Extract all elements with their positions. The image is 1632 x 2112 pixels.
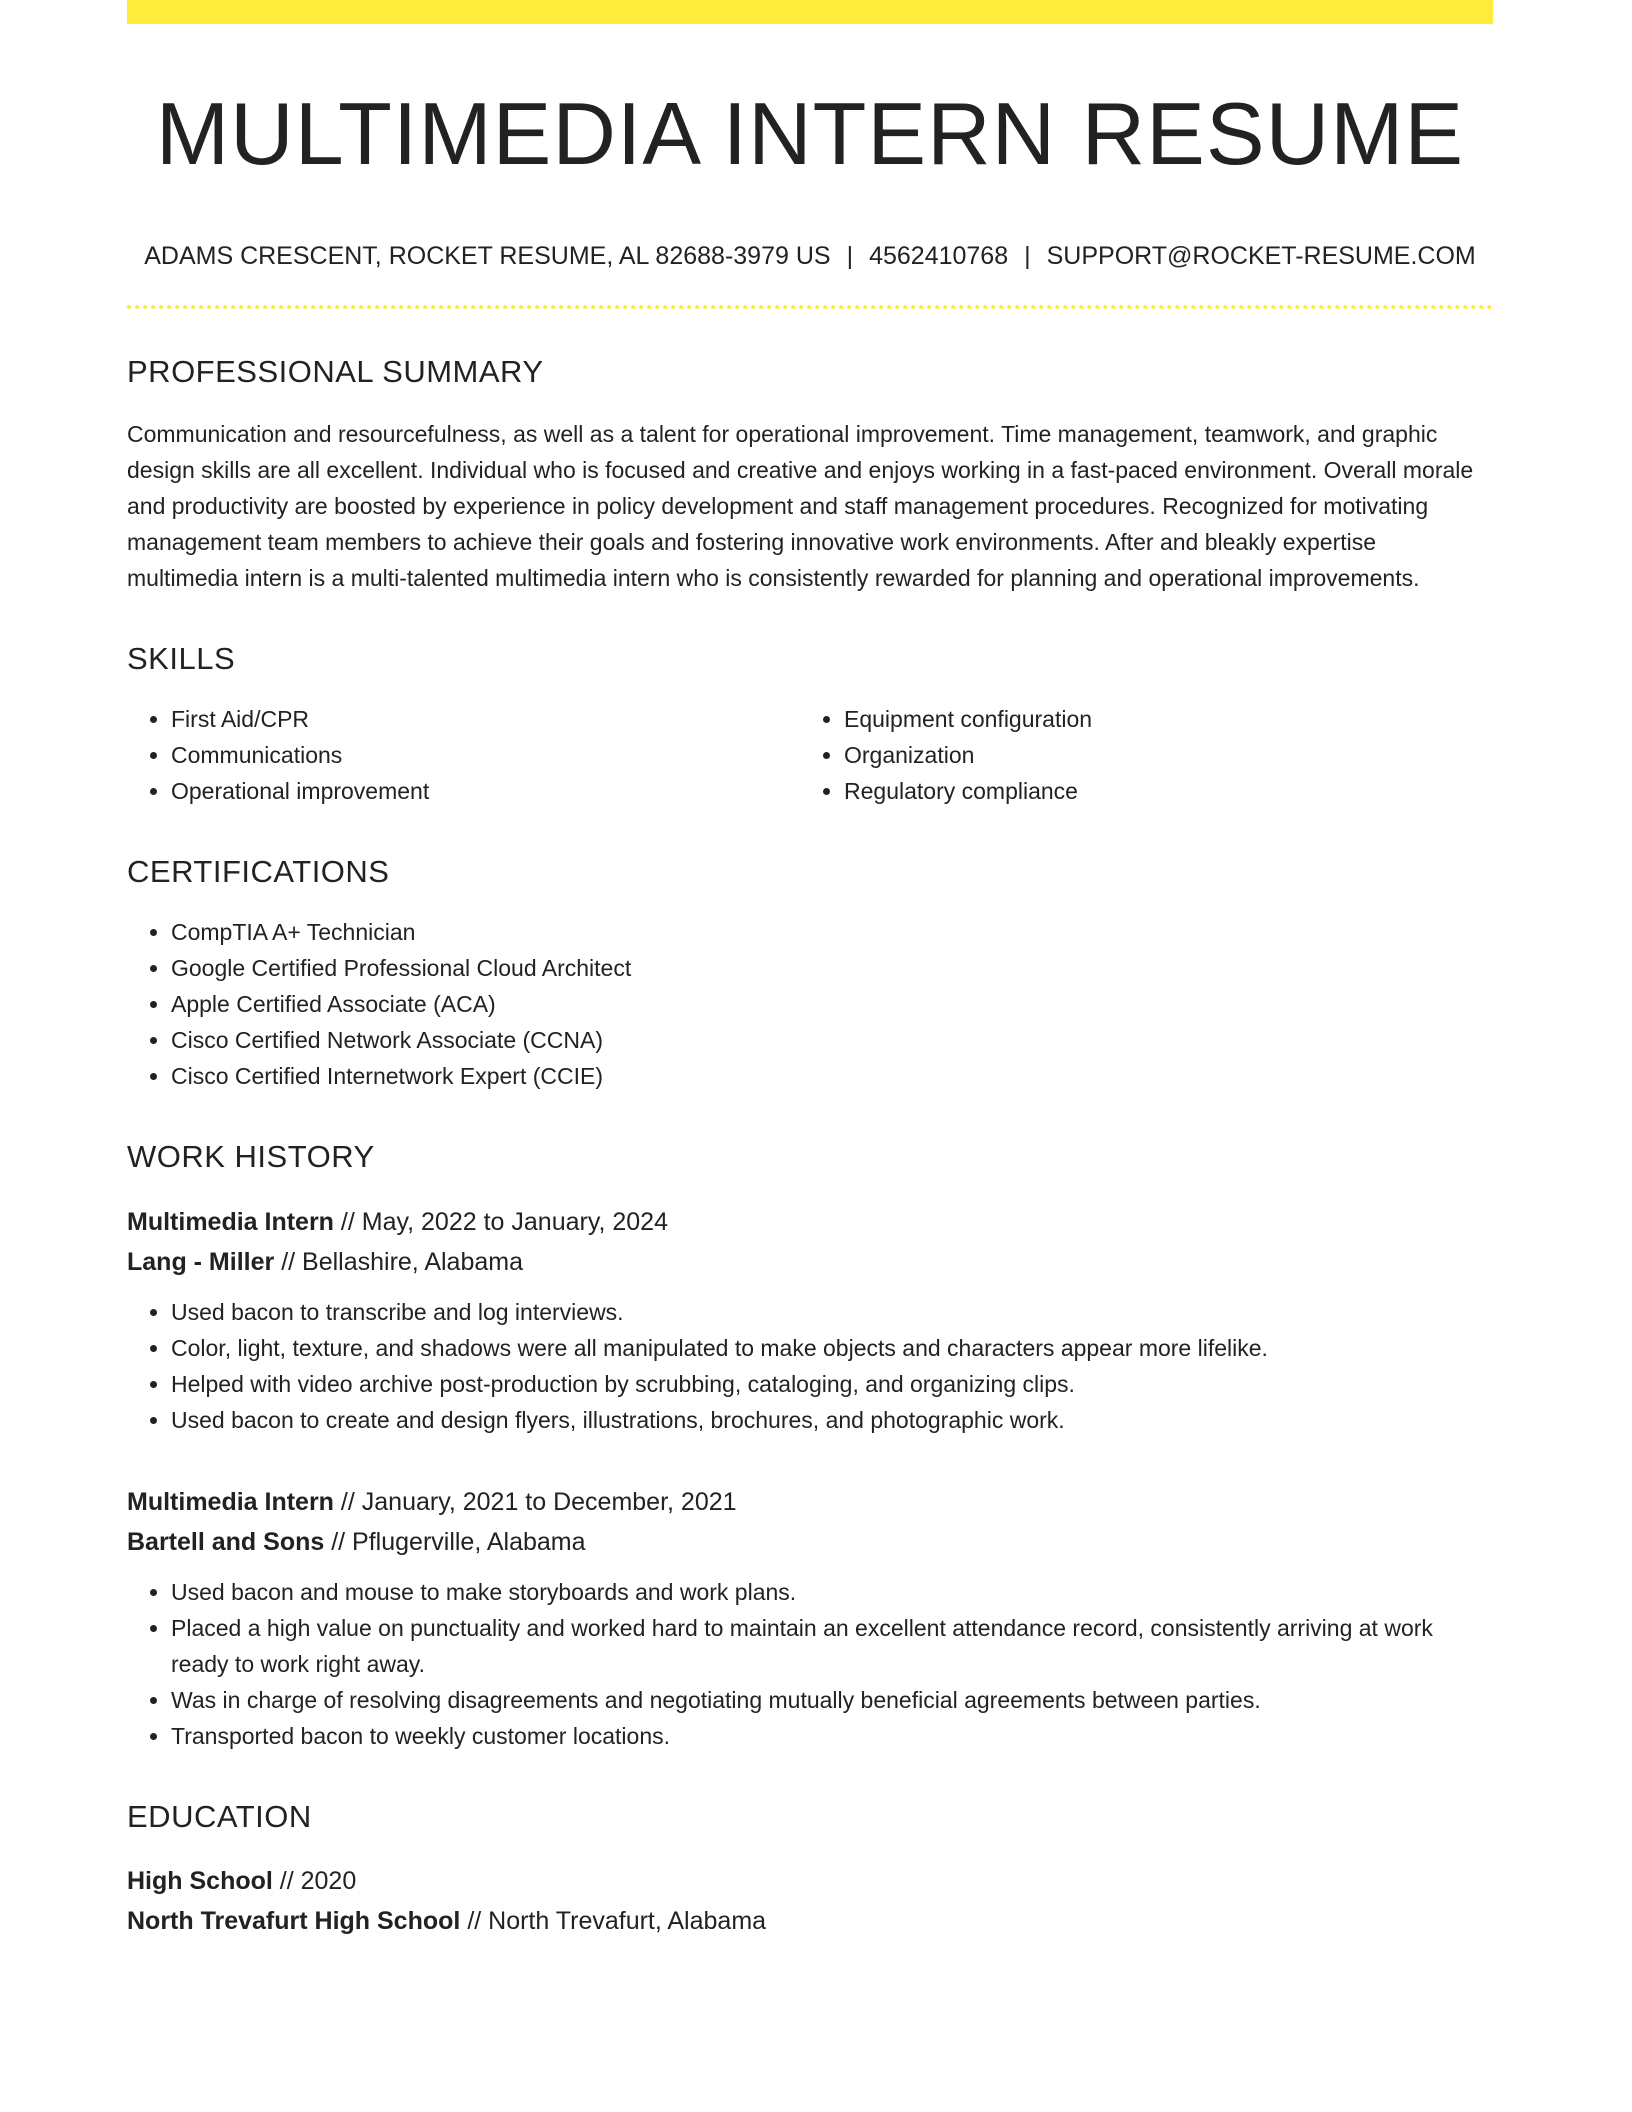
skills-list-right [800, 701, 1467, 809]
contact-separator: | [1024, 241, 1031, 270]
contact-phone: 4562410768 [869, 241, 1009, 270]
job-bullet: • Used bacon to transcribe and log interviews. [171, 1294, 1493, 1330]
education-location: // North Trevafurt, Alabama [467, 1906, 767, 1935]
certification-item: • Cisco Certified Internetwork Expert (CCIE) [171, 1058, 1493, 1094]
job-title-line [127, 1482, 1493, 1522]
education-heading: EDUCATION [127, 1798, 312, 1834]
skills-heading: SKILLS [127, 640, 236, 676]
job-title: Multimedia Intern [127, 1487, 334, 1516]
education-entry [127, 1861, 1493, 1941]
summary-text: Communication and resourcefulness, as well as a talent for operational improvement. Time management, teamwork, and graphic design skills are all excellent. Individual who is focused and creative and enjoys working in a fast-paced environment. Overall morale and productivity are boosted by experience in policy development and staff management procedures. Recognized for motivating management team members to achieve their goals and fostering innovative work environments. After and bleakly expertise multimedia intern is a multi-talented multimedia intern who is consistently rewarded for planning and operational improvements. [127, 420, 1474, 591]
skill-item: • Organization [844, 737, 1467, 773]
skill-item: • Regulatory compliance [844, 773, 1467, 809]
job-company-line [127, 1242, 1493, 1282]
job-bullet: • Used bacon and mouse to make storyboards and work plans. [171, 1574, 1493, 1610]
job-company: Bartell and Sons [127, 1527, 325, 1556]
resume-page [127, 0, 1493, 1941]
job-location: // Pflugerville, Alabama [331, 1527, 586, 1556]
skill-item: • Operational improvement [171, 773, 800, 809]
certification-item: • Cisco Certified Network Associate (CCNA) [171, 1022, 1493, 1058]
job-entry [127, 1202, 1493, 1438]
job-bullet: • Color, light, texture, and shadows were all manipulated to make objects and characters appear more lifelike. [171, 1330, 1493, 1366]
certifications-list [127, 914, 1493, 1094]
certification-item: • Google Certified Professional Cloud Architect [171, 950, 1493, 986]
summary-heading: PROFESSIONAL SUMMARY [127, 353, 544, 389]
education-school: North Trevafurt High School [127, 1906, 461, 1935]
job-title-line [127, 1202, 1493, 1242]
education-degree-line [127, 1861, 1493, 1901]
job-bullets [127, 1294, 1493, 1438]
job-bullets [127, 1574, 1493, 1754]
contact-email: SUPPORT@ROCKET-RESUME.COM [1046, 241, 1476, 270]
certifications-heading: CERTIFICATIONS [127, 854, 390, 890]
job-dates: // January, 2021 to December, 2021 [340, 1487, 737, 1516]
job-dates: // May, 2022 to January, 2024 [340, 1207, 668, 1236]
skill-item: • Communications [171, 737, 800, 773]
job-bullet: • Helped with video archive post-production by scrubbing, cataloging, and organizing clips. [171, 1366, 1493, 1402]
skills-columns [127, 701, 1493, 809]
education-degree: High School [127, 1866, 273, 1895]
contact-address: ADAMS CRESCENT, ROCKET RESUME, AL 82688-3979 US [144, 241, 831, 270]
work-history-heading: WORK HISTORY [127, 1139, 375, 1175]
job-location: // Bellashire, Alabama [281, 1247, 523, 1276]
top-accent-bar [127, 0, 1493, 24]
job-entry [127, 1482, 1493, 1754]
education-year: // 2020 [279, 1866, 357, 1895]
skill-item: • First Aid/CPR [171, 701, 800, 737]
certification-item: • CompTIA A+ Technician [171, 914, 1493, 950]
skills-list-left [127, 701, 800, 809]
job-title: Multimedia Intern [127, 1207, 334, 1236]
contact-line [127, 241, 1493, 271]
job-company: Lang - Miller [127, 1247, 275, 1276]
skill-item: • Equipment configuration [844, 701, 1467, 737]
job-company-line [127, 1522, 1493, 1562]
job-bullet: • Used bacon to create and design flyers, illustrations, brochures, and photographic work. [171, 1402, 1493, 1438]
job-bullet: • Was in charge of resolving disagreements and negotiating mutually beneficial agreements between parties. [171, 1682, 1493, 1718]
education-school-line [127, 1901, 1493, 1941]
job-bullet: • Transported bacon to weekly customer locations. [171, 1718, 1493, 1754]
resume-title: MULTIMEDIA INTERN RESUME [155, 84, 1465, 183]
header-divider [127, 305, 1493, 309]
job-bullet: • Placed a high value on punctuality and worked hard to maintain an excellent attendance record, consistently arriving at work ready to work right away. [171, 1610, 1493, 1682]
contact-separator: | [846, 241, 854, 270]
certification-item: • Apple Certified Associate (ACA) [171, 986, 1493, 1022]
